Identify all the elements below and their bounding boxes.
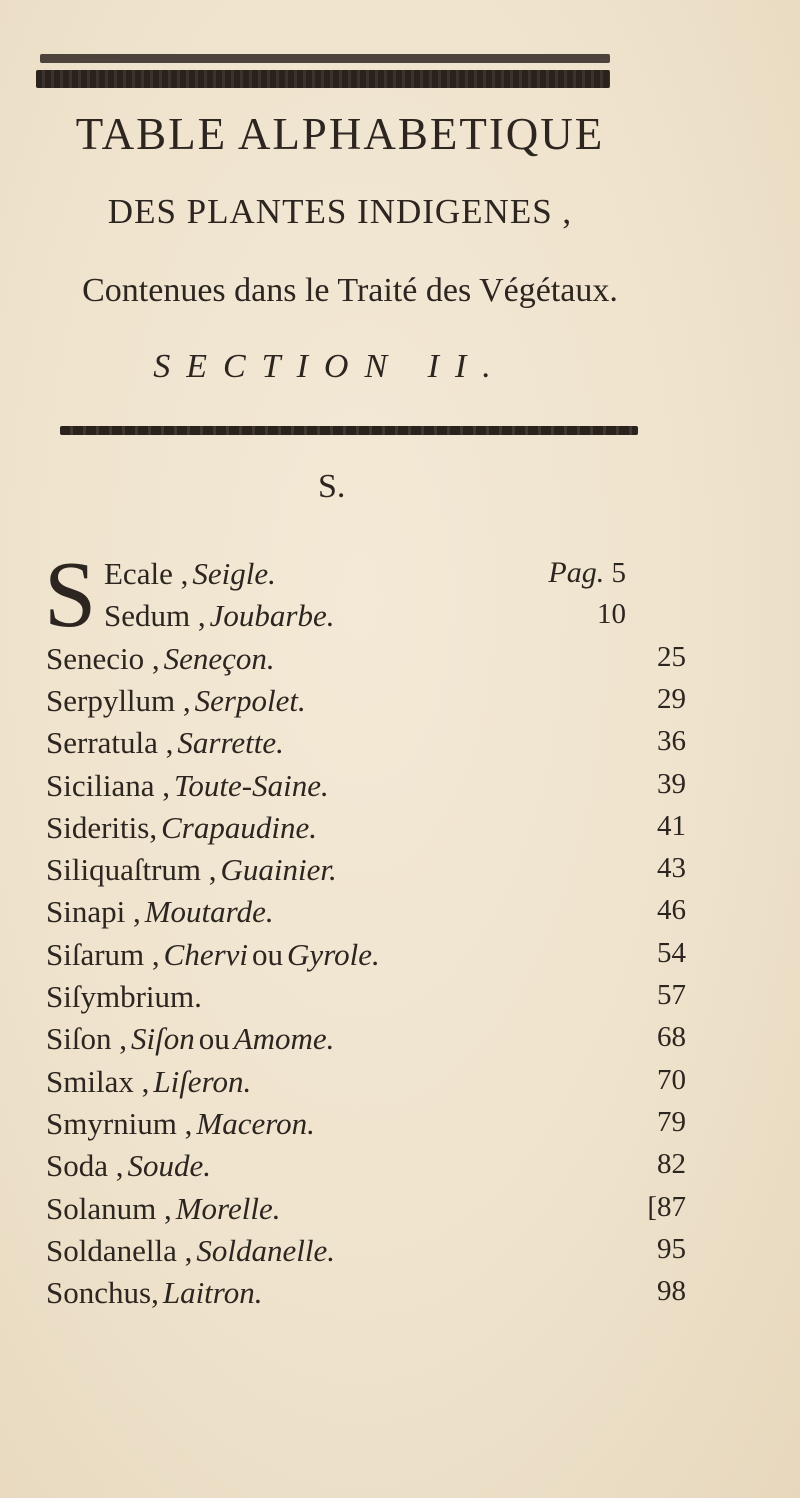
page-number <box>616 1021 686 1054</box>
latin-name: Serpyllum , <box>46 682 191 718</box>
page-number-value: 5 <box>611 557 626 589</box>
latin-name: Smyrnium , <box>46 1105 193 1141</box>
french-name: Chervi <box>163 936 249 972</box>
page-number <box>496 556 626 590</box>
latin-name: Siciliana , <box>46 767 170 803</box>
page-number-value: 25 <box>657 640 686 673</box>
page-number-value: 98 <box>657 1275 686 1308</box>
latin-name: Sonchus, <box>46 1275 159 1311</box>
french-name: Soldanelle. <box>196 1232 335 1268</box>
french-name: Seigle. <box>192 556 276 591</box>
letter-heading: S. <box>318 468 346 505</box>
page-number-value: 68 <box>657 1021 686 1054</box>
page-number <box>556 598 626 631</box>
french-name: Siſon <box>130 1021 195 1057</box>
latin-name: Sinapi , <box>46 894 141 930</box>
page-number-value: 54 <box>657 936 686 969</box>
index-entry <box>46 852 686 896</box>
page-number-value: 41 <box>657 809 686 842</box>
conjunction: ou <box>252 936 284 972</box>
latin-name: Senecio , <box>46 640 160 676</box>
index-entry <box>46 1021 686 1065</box>
page-number <box>616 1233 686 1266</box>
index-entry <box>46 894 686 938</box>
pag-label: Pag. <box>548 556 605 589</box>
french-name: Soude. <box>127 1148 212 1184</box>
page-number-value: 57 <box>657 979 686 1011</box>
french-name: Crapaudine. <box>161 809 317 845</box>
page-number <box>616 683 686 716</box>
french-name: Maceron. <box>196 1105 315 1141</box>
index-entry <box>46 979 686 1023</box>
latin-name: Sideritis, <box>46 809 158 845</box>
page-subheading: Contenues dans le Traité des Végétaux. <box>82 272 618 309</box>
page-number-value: 70 <box>657 1063 686 1096</box>
latin-name: Smilax , <box>46 1063 150 1099</box>
index-entry <box>46 1064 686 1108</box>
latin-name: Ecale , <box>104 556 189 591</box>
page-number <box>616 1191 686 1224</box>
page-number-value: 79 <box>657 1105 686 1138</box>
drop-cap: S <box>44 543 97 647</box>
index-entry <box>46 725 686 769</box>
latin-name: Sedum , <box>104 598 206 634</box>
index-entry <box>46 1191 686 1235</box>
french-name: Guainier. <box>220 852 337 888</box>
index-entry <box>46 1106 686 1150</box>
index-entry <box>46 683 686 727</box>
page-number <box>616 641 686 674</box>
page-number <box>616 768 686 801</box>
conjunction: ou <box>198 1021 230 1057</box>
french-name-alt: Gyrole. <box>287 936 380 972</box>
section-heading: SECTION II. <box>153 348 507 385</box>
index-entry <box>46 810 686 854</box>
page-number <box>616 979 686 1012</box>
index-entry <box>46 937 686 981</box>
page-number-value: [87 <box>647 1190 686 1223</box>
french-name: Serpolet. <box>194 682 306 718</box>
latin-name: Siſymbrium. <box>46 979 202 1014</box>
index-entry <box>46 641 686 685</box>
latin-name: Siſon , <box>46 1021 127 1057</box>
french-name: Sarrette. <box>177 725 284 761</box>
page-number <box>616 1275 686 1308</box>
page-number-value: 82 <box>657 1148 686 1181</box>
french-name: Moutarde. <box>144 894 274 930</box>
index-entry <box>104 598 626 642</box>
french-name: Toute-Saine. <box>173 767 329 803</box>
latin-name: Solanum , <box>46 1190 172 1226</box>
page-subtitle: DES PLANTES INDIGENES , <box>107 192 573 231</box>
page-number <box>616 852 686 885</box>
index-entry <box>46 1275 686 1319</box>
latin-name: Serratula , <box>46 725 174 761</box>
french-name: Laitron. <box>162 1275 263 1311</box>
french-name: Seneçon. <box>163 640 275 676</box>
index-entry <box>104 556 626 600</box>
page-number-value: 95 <box>657 1232 686 1265</box>
page-number <box>616 725 686 758</box>
page-number <box>616 810 686 843</box>
index-entry <box>46 768 686 812</box>
latin-name: Siliquaſtrum , <box>46 852 217 888</box>
latin-name: Soldanella , <box>46 1232 193 1268</box>
page-number-value: 29 <box>657 682 686 715</box>
page-number <box>616 937 686 970</box>
page-number <box>616 1106 686 1139</box>
latin-name: Soda , <box>46 1148 124 1184</box>
french-name: Liſeron. <box>153 1063 252 1099</box>
french-name: Morelle. <box>175 1190 281 1226</box>
french-name: Joubarbe. <box>209 598 335 634</box>
latin-name: Siſarum , <box>46 936 160 972</box>
page-number-value: 46 <box>657 894 686 927</box>
index-entry <box>46 1233 686 1277</box>
page-number <box>616 1148 686 1181</box>
french-name-alt: Amome. <box>233 1021 335 1057</box>
index-entry <box>46 1148 686 1192</box>
page-number <box>616 1064 686 1097</box>
page-number <box>616 894 686 927</box>
page-number-value: 43 <box>657 852 686 885</box>
page-number-value: 10 <box>597 598 626 631</box>
page-number-value: 36 <box>657 725 686 758</box>
page-title: TABLE ALPHABETIQUE <box>75 109 605 159</box>
page-number-value: 39 <box>657 767 686 800</box>
